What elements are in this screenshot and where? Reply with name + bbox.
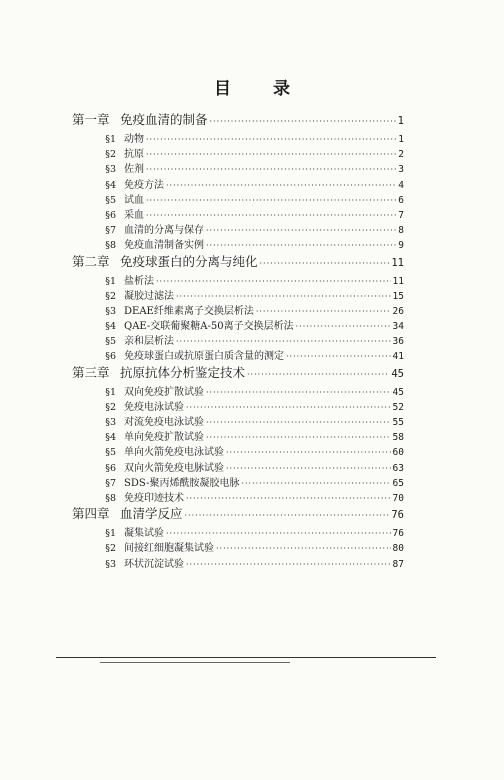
chapter-title: 血清学反应 [120, 506, 183, 522]
chapter-page-number: 45 [391, 367, 404, 380]
section-title: 双向免疫扩散试验 [124, 386, 204, 398]
section-page-number: 1 [398, 134, 404, 145]
section-page-number: 41 [392, 351, 404, 363]
toc-section-entry[interactable] [72, 459, 404, 474]
section-title: 单向免疫扩散试验 [124, 432, 204, 444]
toc-section-entry[interactable] [72, 130, 404, 145]
section-title: SDS-聚丙烯酰胺凝胶电脉 [124, 477, 240, 489]
section-number: §8 [105, 240, 116, 252]
toc-section-entry[interactable] [72, 474, 404, 489]
chapter-number: 第四章 [72, 506, 110, 522]
section-page-number: 15 [392, 290, 404, 302]
dot-leader [186, 560, 391, 569]
section-title: 血清的分离与保存 [124, 225, 204, 237]
section-title: 试血 [124, 194, 144, 206]
section-title: DEAE纤维素离子交换层析法 [124, 305, 254, 317]
section-title: 免疫印迹技术 [124, 492, 184, 504]
dot-leader [247, 370, 389, 379]
section-title: 环状沉淀试验 [124, 558, 184, 570]
dot-leader [286, 352, 391, 361]
dot-leader [176, 337, 391, 346]
section-page-number: 80 [392, 543, 404, 555]
section-page-number: 65 [392, 477, 404, 489]
dot-leader [166, 181, 396, 190]
footer-rule-short [100, 662, 290, 663]
toc-section-entry[interactable] [72, 272, 404, 287]
toc-section-entry[interactable] [72, 539, 404, 554]
page-title: 目 录 [214, 79, 308, 99]
dot-leader [241, 479, 390, 488]
dot-leader [176, 292, 391, 301]
section-title: 采血 [124, 209, 144, 221]
toc-section-entry[interactable] [72, 443, 404, 458]
chapter-page-number: 76 [391, 509, 404, 522]
section-number: §1 [105, 134, 116, 145]
section-number: §6 [105, 351, 116, 363]
section-page-number: 63 [392, 462, 404, 474]
section-title: 免疫方法 [124, 179, 164, 191]
toc-section-entry[interactable] [72, 398, 404, 413]
table-of-contents [72, 110, 404, 570]
section-title: 双向火箭免疫电脉试验 [124, 462, 224, 474]
section-page-number: 45 [392, 386, 404, 398]
dot-leader [256, 307, 391, 316]
section-number: §4 [105, 432, 116, 444]
section-number: §2 [105, 401, 116, 413]
section-page-number: 52 [392, 401, 404, 413]
toc-section-entry[interactable] [72, 489, 404, 504]
chapter-page-number: 1 [397, 115, 404, 127]
section-number: §3 [105, 417, 116, 428]
section-title: 凝胶过滤法 [124, 290, 174, 302]
dot-leader [146, 211, 396, 220]
section-number: §5 [105, 336, 116, 348]
toc-section-entry[interactable] [72, 413, 404, 428]
dot-leader [296, 322, 391, 331]
section-number: §5 [105, 194, 116, 206]
toc-section-entry[interactable] [72, 302, 404, 317]
section-number: §4 [105, 321, 116, 333]
dot-leader [226, 448, 391, 457]
section-title: 凝集试验 [124, 528, 164, 540]
section-page-number: 70 [392, 492, 404, 504]
dot-leader [216, 544, 391, 553]
footer-rule [56, 657, 436, 658]
toc-chapter-entry[interactable] [72, 110, 404, 130]
section-page-number: 2 [398, 149, 404, 161]
section-page-number: 34 [392, 321, 404, 333]
dot-leader [185, 511, 390, 520]
dot-leader [186, 494, 391, 503]
section-number: §2 [105, 290, 116, 302]
section-number: §6 [105, 209, 116, 221]
dot-leader [146, 165, 396, 174]
section-number: §4 [105, 179, 116, 191]
toc-section-entry[interactable] [72, 176, 404, 191]
section-page-number: 9 [398, 240, 404, 252]
section-page-number: 36 [392, 336, 404, 348]
section-number: §3 [105, 558, 116, 570]
toc-chapter-entry[interactable] [72, 252, 404, 272]
dot-leader [206, 433, 391, 442]
section-number: §1 [105, 528, 116, 540]
section-page-number: 4 [398, 179, 404, 191]
toc-section-entry[interactable] [72, 206, 404, 221]
dot-leader [206, 418, 391, 427]
section-page-number: 8 [398, 225, 404, 237]
section-page-number: 6 [398, 194, 404, 206]
toc-section-entry[interactable] [72, 555, 404, 570]
section-page-number: 7 [398, 209, 404, 221]
toc-section-entry[interactable] [72, 383, 404, 398]
section-page-number: 87 [392, 558, 404, 570]
toc-section-entry[interactable] [72, 524, 404, 539]
dot-leader [186, 403, 391, 412]
section-page-number: 55 [392, 417, 404, 428]
section-title: 免疫血清制备实例 [124, 240, 204, 252]
chapter-title: 免疫血清的制备 [120, 112, 208, 127]
section-number: §7 [105, 225, 116, 237]
toc-section-entry[interactable] [72, 236, 404, 251]
dot-leader [146, 150, 396, 159]
toc-section-entry[interactable] [72, 145, 404, 160]
section-page-number: 3 [398, 164, 404, 176]
chapter-number: 第三章 [72, 364, 110, 380]
section-title: 盐析法 [124, 275, 154, 287]
toc-section-entry[interactable] [72, 221, 404, 236]
section-number: §1 [105, 386, 116, 398]
section-page-number: 58 [392, 432, 404, 444]
section-page-number: 76 [392, 528, 404, 540]
section-title: QAE-交联葡聚糖A-50离子交换层析法 [124, 321, 294, 333]
section-title: 免疫电泳试验 [124, 401, 184, 413]
section-page-number: 60 [392, 447, 404, 459]
section-number: §7 [105, 477, 116, 489]
dot-leader [146, 135, 396, 144]
section-title: 亲和层析法 [124, 336, 174, 348]
section-title: 免疫球蛋白或抗原蛋白质含量的测定 [124, 351, 284, 363]
section-title: 动物 [124, 134, 144, 145]
section-title: 单向火箭免疫电泳试验 [124, 447, 224, 459]
chapter-number: 第一章 [72, 112, 110, 127]
toc-chapter-entry[interactable] [72, 504, 404, 524]
dot-leader [206, 388, 391, 397]
dot-leader [156, 277, 391, 286]
section-number: §6 [105, 462, 116, 474]
section-title: 佐剂 [124, 164, 144, 176]
section-number: §5 [105, 447, 116, 459]
dot-leader [146, 196, 396, 205]
toc-section-entry[interactable] [72, 287, 404, 302]
section-number: §2 [105, 149, 116, 161]
section-number: §8 [105, 492, 116, 504]
section-title: 抗原 [124, 149, 144, 161]
section-number: §3 [105, 305, 116, 317]
chapter-title: 免疫球蛋白的分离与纯化 [120, 253, 258, 269]
section-number: §2 [105, 543, 116, 555]
section-title: 间接红细胞凝集试验 [124, 543, 214, 555]
dot-leader [260, 259, 390, 268]
dot-leader [166, 529, 391, 538]
section-number: §1 [105, 275, 116, 287]
chapter-number: 第二章 [72, 253, 110, 269]
toc-section-entry[interactable] [72, 191, 404, 206]
toc-section-entry[interactable] [72, 160, 404, 175]
section-title: 对流免疫电泳试验 [124, 417, 204, 428]
section-number: §3 [105, 164, 116, 176]
toc-section-entry[interactable] [72, 428, 404, 443]
chapter-title: 抗原抗体分析鉴定技术 [120, 364, 246, 380]
dot-leader [206, 226, 396, 235]
dot-leader [206, 241, 396, 250]
toc-chapter-entry[interactable] [72, 363, 404, 383]
toc-section-entry[interactable] [72, 347, 404, 362]
section-page-number: 11 [392, 275, 404, 287]
toc-section-entry[interactable] [72, 317, 404, 332]
section-page-number: 26 [392, 305, 404, 317]
dot-leader [210, 117, 396, 126]
toc-section-entry[interactable] [72, 332, 404, 347]
dot-leader [226, 464, 391, 473]
chapter-page-number: 11 [391, 256, 404, 269]
